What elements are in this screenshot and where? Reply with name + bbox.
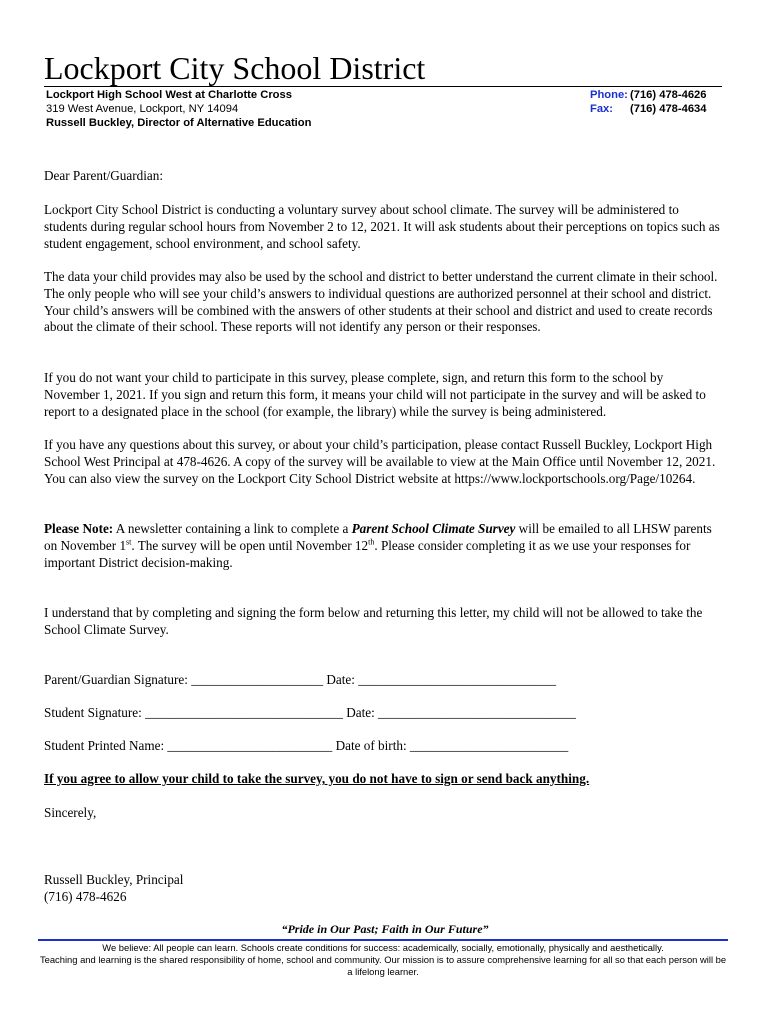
director-line: Russell Buckley, Director of Alternative Education xyxy=(46,117,312,129)
fax-row xyxy=(590,102,707,116)
school-name: Lockport High School West at Charlotte Cross xyxy=(46,89,292,101)
contact-block xyxy=(590,88,707,116)
belief-line-1: We believe: All people can learn. Schools create conditions for success: academically, socially, emotionally, physically and aesthetically. xyxy=(102,942,664,953)
note-sup-2: th xyxy=(368,537,375,547)
district-motto: “Pride in Our Past; Faith in Our Future” xyxy=(281,922,489,936)
parent-signature-line: Parent/Guardian Signature: ____________________ Date: ______________________________ xyxy=(44,672,557,687)
fax-label: Fax: xyxy=(590,103,614,115)
note-text-1: A newsletter containing a link to complete a xyxy=(113,521,352,536)
phone-number: (716) 478-4626 xyxy=(630,89,707,101)
note-sup-1: st xyxy=(126,537,132,547)
header-divider xyxy=(44,86,722,87)
note-text-2: will be emailed to all LHSW parents on November 1 xyxy=(44,521,712,553)
school-address-block xyxy=(46,88,311,130)
note-text-3: . The survey will be open until November 12 xyxy=(131,537,369,553)
closing-sincerely: Sincerely, xyxy=(44,805,97,820)
paragraph-please-note xyxy=(44,521,720,571)
district-title: Lockport City School District xyxy=(44,50,426,86)
survey-name: Parent School Climate Survey xyxy=(351,521,516,536)
closing-name: Russell Buckley, Principal xyxy=(44,872,184,887)
phone-label: Phone: xyxy=(590,89,628,101)
school-address: 319 West Avenue, Lockport, NY 14094 xyxy=(46,103,239,115)
agree-notice: If you agree to allow your child to take the survey, you do not have to sign or send back anything. xyxy=(44,771,590,786)
paragraph-survey-intro: Lockport City School District is conducting a voluntary survey about school climate. The survey will be administered to students during regular school hours from November 2 to 12, 2021. It will ask students about their perceptions on topics such as student engagement, school environment, and school safety. xyxy=(44,202,720,251)
belief-statement xyxy=(38,942,728,978)
note-label: Please Note: xyxy=(44,521,114,536)
paragraph-questions: If you have any questions about this survey, or about your child’s participation, please contact Russell Buckley, Lockport High School West Principal at 478-4626. A copy of the survey will be available to view at the Main Office until November 12, 2021. You can also view the survey on the Lockport City School District website at https://www.lockportschools.org/Page/10264. xyxy=(44,437,716,486)
student-signature-line: Student Signature: ______________________________ Date: ______________________________ xyxy=(44,705,576,720)
paragraph-understand: I understand that by completing and signing the form below and returning this letter, my child will not be allowed to take the School Climate Survey. xyxy=(44,605,703,637)
fax-number: (716) 478-4634 xyxy=(630,103,707,115)
paragraph-opt-out: If you do not want your child to participate in this survey, please complete, sign, and return this form to the school by November 1, 2021. If you sign and return this form, it means your child will not participate in the survey and will be asked to report to a designated place in the school (for example, the library) while the survey is being administered. xyxy=(44,370,706,419)
paragraph-data-use: The data your child provides may also be used by the school and district to better understand the current climate in their school. The only people who will see your child’s answers to individual questions are authorized personnel at their school and district. Your child’s answers will be combined with the answers of other students at their school and district and used to create records about the climate of their school. These reports will not identify any person or their responses. xyxy=(44,269,718,335)
phone-row xyxy=(590,88,707,102)
footer-divider xyxy=(38,939,728,941)
student-printed-name-line: Student Printed Name: _________________________ Date of birth: ________________________ xyxy=(44,738,569,753)
note-text-4: . Please consider completing it as we use your responses for important District decision-making. xyxy=(44,537,691,570)
salutation: Dear Parent/Guardian: xyxy=(44,168,164,183)
closing-phone: (716) 478-4626 xyxy=(44,889,127,904)
belief-line-2: Teaching and learning is the shared responsibility of home, school and community. Our mission is to assure comprehensive learning for all so that each person will be a lifelong learner. xyxy=(39,954,727,977)
